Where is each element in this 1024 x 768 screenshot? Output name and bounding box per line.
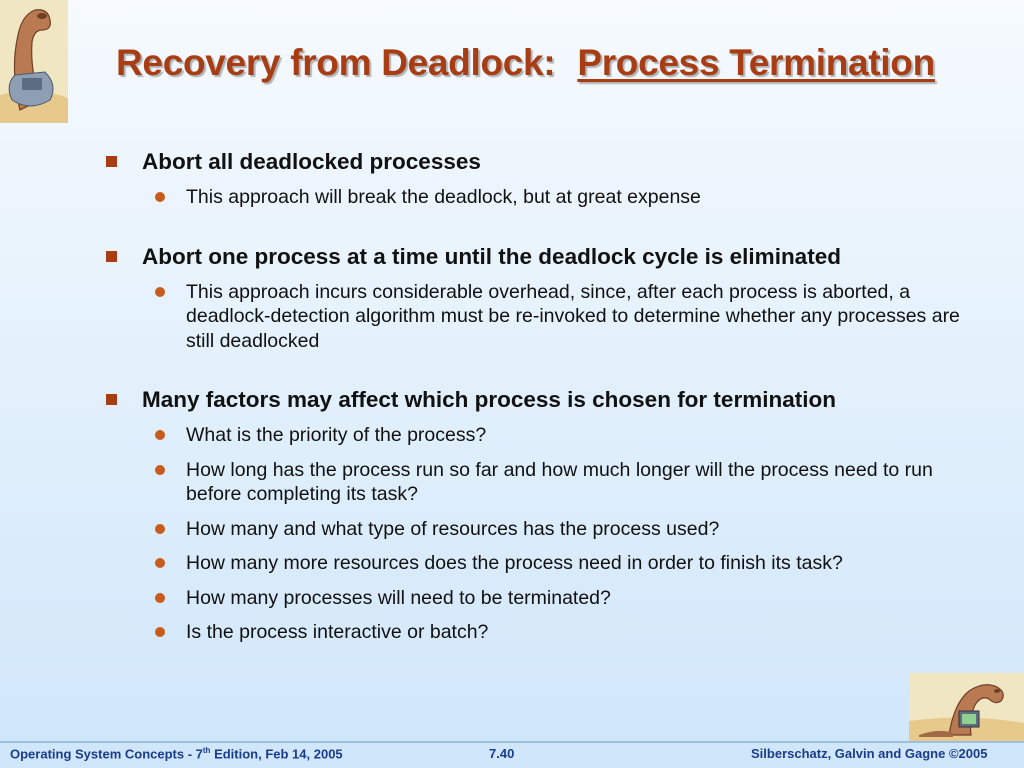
round-bullet-icon <box>155 627 165 637</box>
sub-bullet-text: How many and what type of resources has the process used? <box>186 517 720 540</box>
title-subtitle: Process Termination <box>577 42 935 83</box>
sub-bullet-text: Is the process interactive or batch? <box>186 621 489 643</box>
footer-left-prefix: Operating System Concepts - 7 <box>10 746 203 762</box>
bullet-text: Abort all deadlocked processes <box>142 149 481 174</box>
sub-bullet-item <box>104 458 984 507</box>
round-bullet-icon <box>155 287 165 297</box>
square-bullet-icon <box>106 394 117 405</box>
bullet-list <box>104 148 984 645</box>
sub-bullet-text: How many processes will need to be terminated? <box>186 586 611 609</box>
round-bullet-icon <box>155 558 165 568</box>
sub-bullet-item <box>104 620 984 645</box>
bullet-item <box>104 386 984 414</box>
sub-bullet-text: What is the priority of the process? <box>186 424 487 446</box>
sub-bullet-text: How long has the process run so far and how much longer will the process need to run before completing its task? <box>186 458 933 505</box>
sub-bullet-text: How many more resources does the process need in order to finish its task? <box>186 552 843 574</box>
footer-left <box>10 746 343 761</box>
sub-bullet-text: This approach will break the deadlock, but at great expense <box>186 186 701 208</box>
sub-bullet-text: This approach incurs considerable overhead, since, after each process is aborted, a deadlock-detection algorithm must be re-invoked to determine whether any processes are still deadlocked <box>186 280 960 352</box>
title-main: Recovery from Deadlock: <box>116 42 556 83</box>
round-bullet-icon <box>155 593 165 603</box>
dinosaur-logo-top-icon <box>0 0 68 123</box>
square-bullet-icon <box>106 156 117 167</box>
footer-right: Silberschatz, Galvin and Gagne ©2005 <box>751 746 988 761</box>
round-bullet-icon <box>155 430 165 440</box>
sub-bullet-item <box>104 586 984 611</box>
footer-page-number: 7.40 <box>489 746 515 761</box>
sub-bullet-item <box>104 517 984 542</box>
footer-left-suffix: Edition, Feb 14, 2005 <box>210 746 343 762</box>
bullet-item <box>104 243 984 271</box>
dinosaur-logo-bottom-icon <box>909 673 1024 741</box>
footer-left-sup: th <box>202 746 211 755</box>
round-bullet-icon <box>155 524 165 534</box>
bullet-text: Abort one process at a time until the deadlock cycle is eliminated <box>142 243 841 269</box>
sub-bullet-item <box>104 185 984 210</box>
round-bullet-icon <box>155 192 165 202</box>
bullet-item <box>104 148 984 176</box>
sub-bullet-item <box>104 551 984 576</box>
footer-divider <box>0 741 1024 743</box>
square-bullet-icon <box>106 251 117 262</box>
sub-bullet-item <box>104 280 984 354</box>
bullet-text: Many factors may affect which process is chosen for termination <box>142 387 836 412</box>
round-bullet-icon <box>155 465 165 475</box>
sub-bullet-item <box>104 423 984 448</box>
slide-title <box>116 42 996 84</box>
